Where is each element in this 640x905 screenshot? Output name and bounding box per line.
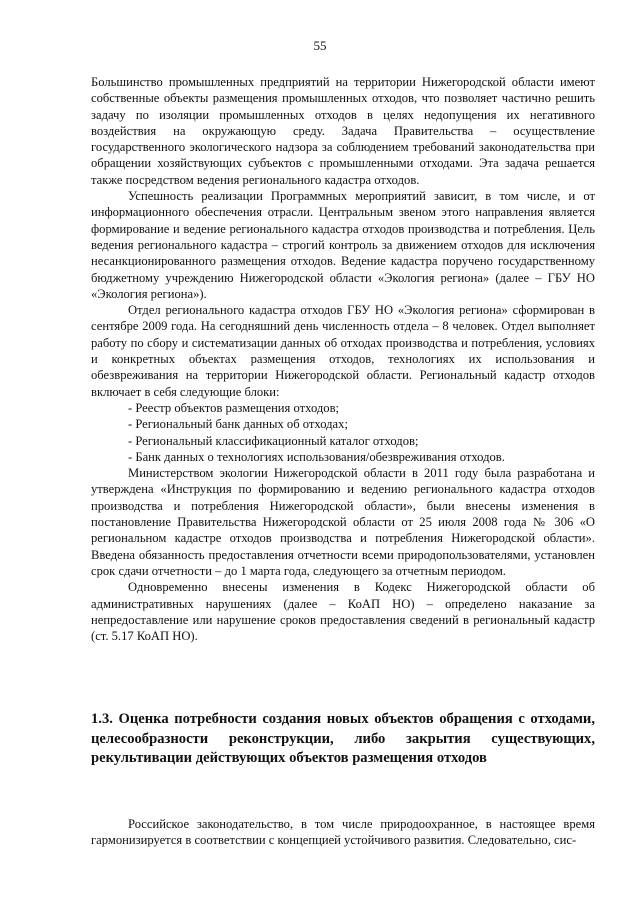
section-heading: 1.3. Оценка потребности создания новых объектов обращения с отходами, целесообразности реконструкции, либо закрытия существующих, рекультивации действующих объектов размещения отходов [91, 711, 595, 766]
list-item: - Банк данных о технологиях использования/обезвреживания отходов. [128, 449, 505, 464]
paragraph-2: Успешность реализации Программных мероприятий зависит, в том числе, и от информационного обеспечения отрасли. Центральным звеном этого направления является формирование и ведение регионального кадастра отходов производства и потребления. Цель ведения регионального кадастра – строгий контроль за движением отходов для исключения несанкционированного размещения отходов. Ведение кадастра поручено государственному бюджетному учреждению Нижегородской области «Экология региона» (далее – ГБУ НО «Экология региона»). [91, 189, 595, 301]
paragraph-4: Министерством экологии Нижегородской области в 2011 году была разработана и утверждена «Инструкция по формированию и ведению регионального кадастра отходов производства и потребления Нижегородской области», были внесены изменения в постановление Правительства Нижегородской области от 25 июля 2008 года № 306 «О региональном кадастре отходов производства и потребления Нижегородской области». Введена обязанность предоставления отчетности всеми природопользователями, установлен срок сдачи отчетности – до 1 марта года, следующего за отчетным периодом. [91, 466, 595, 578]
closing-paragraph: Российское законодательство, в том числе природоохранное, в настоящее время гармонизируется в соответствии с концепцией устойчивого развития. Следовательно, сис- [91, 817, 595, 848]
paragraph-5: Одновременно внесены изменения в Кодекс Нижегородской области об административных нарушениях (далее – КоАП НО) – определено наказание за непредоставление или нарушение сроков предоставления сведений в региональный кадастр (ст. 5.17 КоАП НО). [91, 580, 595, 644]
paragraph-3: Отдел регионального кадастра отходов ГБУ НО «Экология региона» сформирован в сентябре 2009 года. На сегодняшний день численность отдела – 8 человек. Отдел выполняет работу по сбору и систематизации данных об отходах производства и потребления, условиях и конкретных объектах размещения отходов, технологиях их использования и обезвреживания на территории Нижегородской области. Региональный кадастр отходов включает в себя следующие блоки: [91, 303, 595, 399]
paragraph-1: Большинство промышленных предприятий на территории Нижегородской области имеют собственные объекты размещения промышленных отходов, что позволяет частично решить задачу по изоляции промышленных отходов в целях недопущения их негативного воздействия на окружающую среду. Задача Правительства – осуществление государственного экологического надзора за соблюдением требований законодательства при обращении хозяйствующих субъектов с промышленными отходами. Эта задача решается также посредством ведения регионального кадастра отходов. [91, 75, 595, 187]
list-item: - Региональный банк данных об отходах; [128, 417, 348, 432]
body-text [91, 74, 595, 644]
body-text-continued [91, 816, 595, 849]
list-item: - Реестр объектов размещения отходов; [128, 400, 340, 415]
page-number: 55 [313, 38, 327, 53]
list-item: - Региональный классификационный каталог отходов; [128, 433, 419, 448]
